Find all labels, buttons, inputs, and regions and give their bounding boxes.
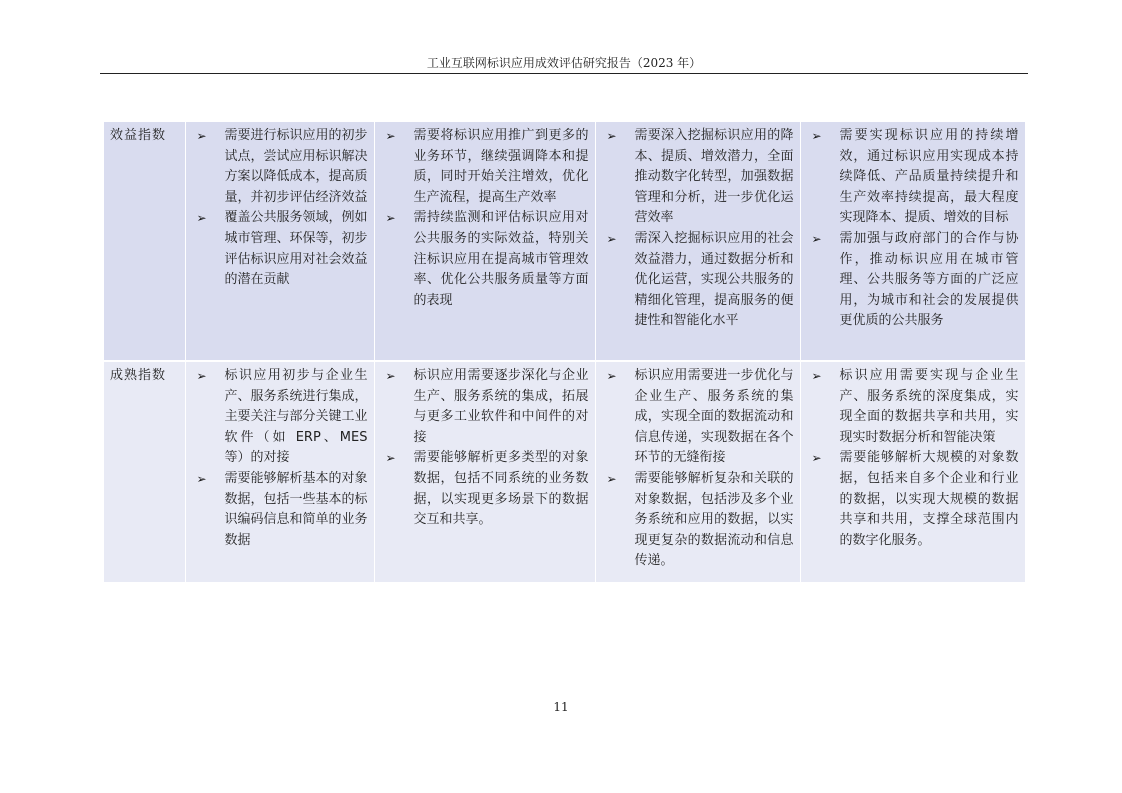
list-item [602, 366, 794, 469]
indicator-table [104, 122, 1026, 582]
header-divider [100, 73, 1028, 74]
table-cell [185, 361, 374, 582]
list-item [381, 126, 589, 208]
list-item [192, 126, 368, 208]
cell-text: 需要深入挖掘标识应用的降本、提质、增效潜力，全面推动数字化转型，加强数据管理和分析，进一步优化运营效率 [634, 128, 794, 226]
arrow-bullet-icon: ➢ [385, 451, 396, 466]
arrow-bullet-icon: ➢ [606, 471, 617, 486]
arrow-bullet-icon: ➢ [196, 129, 207, 143]
cell-text: 需加强与政府部门的合作与协作，推动标识应用在城市管理、公共服务等方面的广泛应用，为城市和社会的发展提供更优质的公共服务 [839, 230, 1019, 329]
cell-text: 需要实现标识应用的持续增效，通过标识应用实现成本持续降低、产品质量持续提升和生产效率持续提高，最大程度实现降本、提质、增效的目标 [839, 128, 1019, 226]
cell-text: 标识应用需要进一步优化与企业生产、服务系统的集成，实现全面的数据流动和信息传递，实现数据在各个环节的无缝衔接 [634, 368, 794, 466]
page-number: 11 [553, 700, 569, 714]
cell-text: 需要能够解析更多类型的对象数据，包括不同系统的业务数据，以实现更多场景下的数据交互和共享。 [413, 450, 589, 528]
cell-text: 需要能够解析复杂和关联的对象数据，包括涉及多个业务系统和应用的数据，以实现更复杂的数据流动和信息传递。 [634, 470, 794, 569]
list-item [192, 208, 368, 290]
list-item [602, 229, 794, 332]
table-cell [800, 122, 1025, 361]
arrow-bullet-icon: ➢ [196, 471, 207, 486]
table-cell [374, 361, 595, 582]
list-item [381, 366, 589, 448]
row-label: 成熟指数 [104, 361, 185, 582]
table-cell [185, 122, 374, 361]
list-item [602, 126, 794, 229]
arrow-bullet-icon: ➢ [385, 129, 396, 143]
arrow-bullet-icon: ➢ [385, 369, 396, 383]
arrow-bullet-icon: ➢ [385, 211, 396, 226]
cell-text: 标识应用初步与企业生产、服务系统进行集成，主要关注与部分关键工业软件（如 ERP、MES 等）的对接 [224, 368, 368, 466]
list-item [807, 366, 1019, 448]
list-item [602, 469, 794, 572]
list-item [381, 208, 589, 311]
arrow-bullet-icon: ➢ [811, 231, 822, 246]
arrow-bullet-icon: ➢ [196, 369, 207, 383]
table-cell [595, 122, 800, 361]
cell-text: 标识应用需要逐步深化与企业生产、服务系统的集成，拓展与更多工业软件和中间件的对接 [413, 368, 589, 445]
arrow-bullet-icon: ➢ [811, 129, 822, 143]
cell-text: 需要将标识应用推广到更多的业务环节，继续强调降本和提质，同时开始关注增效，优化生产流程，提高生产效率 [413, 128, 589, 205]
table-row [104, 361, 1025, 582]
list-item [192, 469, 368, 551]
arrow-bullet-icon: ➢ [196, 211, 207, 226]
table-cell [374, 122, 595, 361]
table-row [104, 122, 1025, 361]
cell-text: 需要能够解析大规模的对象数据，包括来自多个企业和行业的数据，以实现大规模的数据共享和共用，支撑全球范围内的数字化服务。 [839, 450, 1019, 548]
cell-text: 需深入挖掘标识应用的社会效益潜力，通过数据分析和优化运营，实现公共服务的精细化管理，提高服务的便捷性和智能化水平 [634, 230, 794, 329]
table-cell [595, 361, 800, 582]
table-cell [800, 361, 1025, 582]
list-item [807, 448, 1019, 551]
cell-text: 需要能够解析基本的对象数据，包括一些基本的标识编码信息和简单的业务数据 [224, 470, 368, 548]
list-item [381, 448, 589, 530]
cell-text: 标识应用需要实现与企业生产、服务系统的深度集成，实现全面的数据共享和共用，实现实时数据分析和智能决策 [839, 368, 1019, 445]
cell-text: 覆盖公共服务领域，例如城市管理、环保等，初步评估标识应用对社会效益的潜在贡献 [224, 210, 368, 288]
arrow-bullet-icon: ➢ [811, 451, 822, 466]
list-item [807, 229, 1019, 332]
list-item [807, 126, 1019, 229]
arrow-bullet-icon: ➢ [606, 129, 617, 143]
list-item [192, 366, 368, 469]
arrow-bullet-icon: ➢ [606, 231, 617, 246]
arrow-bullet-icon: ➢ [606, 369, 617, 383]
cell-text: 需持续监测和评估标识应用对公共服务的实际效益，特别关注标识应用在提高城市管理效率、优化公共服务质量等方面的表现 [413, 210, 589, 308]
cell-text: 需要进行标识应用的初步试点，尝试应用标识解决方案以降低成本，提高质量，并初步评估经济效益 [224, 128, 368, 205]
page-header-title: 工业互联网标识应用成效评估研究报告（2023 年） [426, 56, 702, 70]
arrow-bullet-icon: ➢ [811, 369, 822, 383]
row-label: 效益指数 [104, 122, 185, 361]
